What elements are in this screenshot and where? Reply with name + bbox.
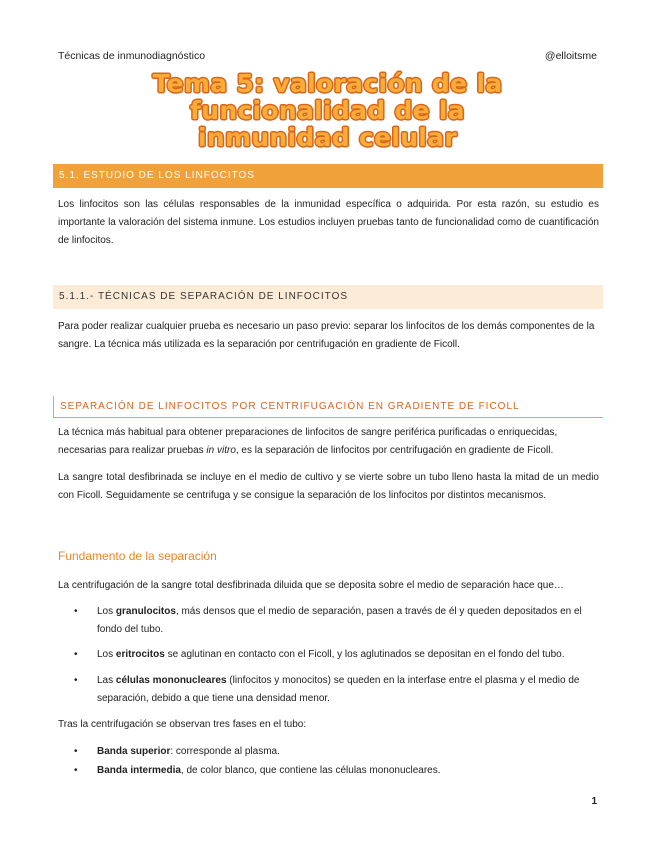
list-item bbox=[97, 603, 599, 639]
bullet-icon: • bbox=[74, 675, 78, 686]
header-subject: Técnicas de inmunodiagnóstico bbox=[58, 50, 206, 62]
bullet-bold: células mononucleares bbox=[115, 675, 227, 686]
title-line-2: funcionalidad de la bbox=[190, 96, 465, 125]
list-item bbox=[97, 672, 599, 708]
ficoll-p1-text-a: La técnica más habitual para obtener preparaciones de linfocitos de sangre periférica purificadas o enriquecidas, necesarias para realizar pruebas bbox=[58, 427, 558, 456]
fase-bold: Banda superior bbox=[97, 746, 171, 757]
section-heading-5-1-1: 5.1.1.- TÉCNICAS DE SEPARACIÓN DE LINFOCITOS bbox=[53, 285, 603, 309]
title-line-3: inmunidad celular bbox=[198, 123, 457, 152]
fundamento-heading: Fundamento de la separación bbox=[58, 549, 217, 563]
header-author: @elloitsme bbox=[544, 50, 597, 62]
bullet-post: (linfocitos y monocitos) se queden en la interfase entre el plasma y el medio de separación, debido a que tiene una densidad menor. bbox=[97, 675, 580, 704]
bullet-pre: Los bbox=[97, 649, 116, 660]
bullet-pre: Los bbox=[97, 606, 116, 617]
bullet-icon: • bbox=[74, 765, 78, 776]
page-title bbox=[0, 70, 655, 151]
bullet-bold: eritrocitos bbox=[115, 649, 165, 660]
section-heading-5-1: 5.1. ESTUDIO DE LOS LINFOCITOS bbox=[53, 164, 603, 188]
list-item bbox=[97, 646, 599, 664]
fase-bold: Banda intermedia bbox=[97, 765, 181, 776]
ficoll-p1-italic: in vitro bbox=[206, 445, 236, 456]
list-item bbox=[97, 762, 599, 780]
fases-intro: Tras la centrifugación se observan tres fases en el tubo: bbox=[58, 719, 307, 730]
title-line-1: Tema 5: valoración de la bbox=[152, 69, 503, 98]
bullet-icon: • bbox=[74, 606, 78, 617]
bullet-post: se aglutinan en contacto con el Ficoll, y los aglutinados se depositan en el fondo del tubo. bbox=[164, 649, 565, 660]
ficoll-p1-text-b: , es la separación de linfocitos por centrifugación en gradiente de Ficoll. bbox=[235, 445, 554, 456]
section-heading-ficoll: SEPARACIÓN DE LINFOCITOS POR CENTRIFUGACIÓN EN GRADIENTE DE FICOLL bbox=[53, 396, 603, 418]
section-5-1-paragraph: Los linfocitos son las células responsables de la inmunidad específica o adquirida. Por esta razón, su estudio es importante la valoración del sistema inmune. Los estudios incluyen pruebas tanto de funcionalidad como de cuantificación de linfocitos. bbox=[58, 199, 599, 246]
section-5-1-1-paragraph: Para poder realizar cualquier prueba es necesario un paso previo: separar los linfocitos de los demás componentes de la sangre. La técnica más utilizada es la separación por centrifugación en gradiente de Ficoll. bbox=[58, 321, 595, 350]
bullet-bold: granulocitos bbox=[115, 606, 176, 617]
fase-post: , de color blanco, que contiene las células mononucleares. bbox=[180, 765, 441, 776]
bullet-icon: • bbox=[74, 649, 78, 660]
bullet-pre: Las bbox=[97, 675, 116, 686]
list-item bbox=[97, 743, 599, 761]
ficoll-paragraph-2: La sangre total desfibrinada se incluye en el medio de cultivo y se vierte sobre un tubo lleno hasta la mitad de un medio con Ficoll. Seguidamente se centrifuga y se consigue la separación de los linfocitos por distintos mecanismos. bbox=[58, 472, 599, 501]
bullet-post: , más densos que el medio de separación, pasen a través de él y queden depositados en el fondo del tubo. bbox=[97, 606, 582, 635]
fundamento-intro: La centrifugación de la sangre total desfibrinada diluida que se deposita sobre el medio de separación hace que… bbox=[58, 580, 564, 591]
page-number: 1 bbox=[591, 796, 597, 807]
bullet-icon: • bbox=[74, 746, 78, 757]
fase-post: : corresponde al plasma. bbox=[170, 746, 280, 757]
ficoll-paragraph-1 bbox=[58, 424, 599, 460]
